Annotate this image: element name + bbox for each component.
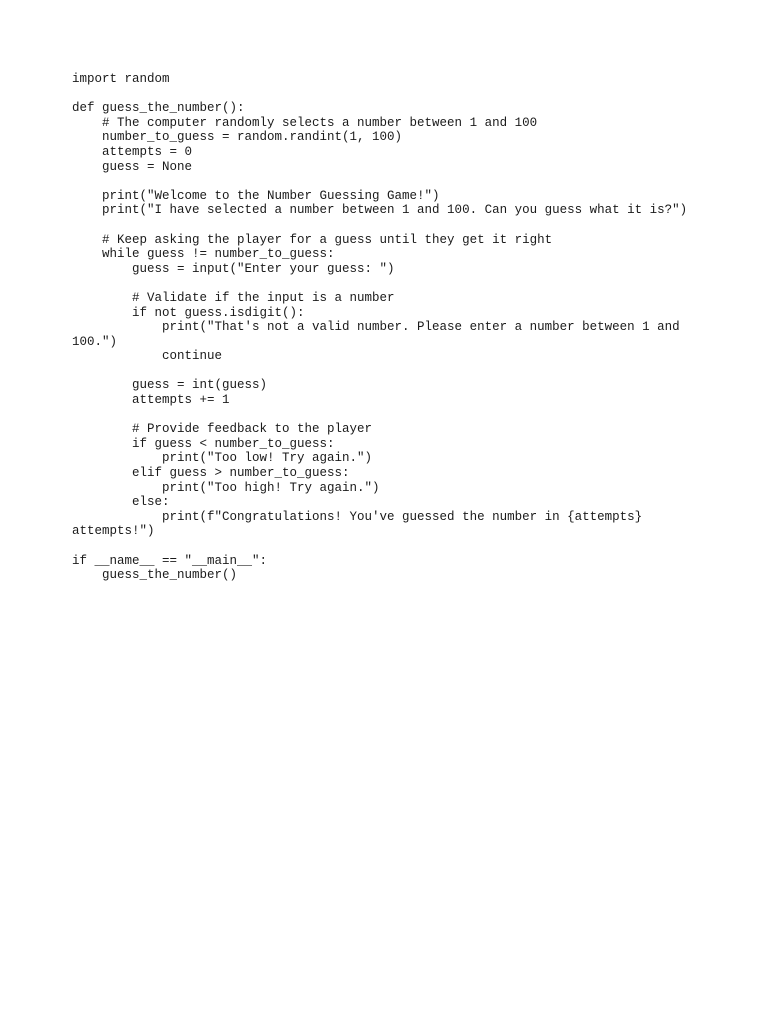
code-line: attempts = 0: [72, 144, 193, 159]
code-line: [72, 218, 696, 233]
code-line: [72, 408, 696, 423]
code-line: while guess != number_to_guess:: [72, 247, 335, 262]
code-line: # The computer randomly selects a number between 1 and 100: [72, 115, 538, 130]
code-line: # Validate if the input is a number: [72, 290, 395, 305]
code-line: [72, 364, 696, 379]
code-block: [72, 72, 696, 583]
code-line: # Provide feedback to the player: [72, 422, 373, 437]
code-line: else:: [72, 495, 170, 510]
code-line: print("Welcome to the Number Guessing Game!"): [72, 188, 440, 203]
code-line: print("I have selected a number between 1 and 100. Can you guess what it is?"): [72, 203, 688, 218]
code-line: if __name__ == "__main__":: [72, 553, 268, 568]
code-line: attempts += 1: [72, 393, 230, 408]
code-line: [72, 174, 696, 189]
code-line: guess = None: [72, 159, 193, 174]
code-line: number_to_guess = random.randint(1, 100): [72, 130, 403, 145]
code-line: print("Too high! Try again."): [72, 480, 380, 495]
code-line: print("That's not a valid number. Please enter a number between 1 and: [72, 320, 680, 335]
code-line: 100."): [72, 334, 118, 349]
code-line: print("Too low! Try again."): [72, 451, 373, 466]
code-line: if guess < number_to_guess:: [72, 436, 335, 451]
code-line: [72, 87, 696, 102]
code-line: continue: [72, 349, 223, 364]
code-line: if not guess.isdigit():: [72, 305, 305, 320]
code-line: guess_the_number(): [72, 568, 238, 583]
code-line: [72, 276, 696, 291]
code-line: def guess_the_number():: [72, 101, 245, 116]
code-line: # Keep asking the player for a guess until they get it right: [72, 232, 553, 247]
code-line: [72, 539, 696, 554]
code-line: elif guess > number_to_guess:: [72, 466, 350, 481]
code-line: import random: [72, 72, 170, 86]
code-line: print(f"Congratulations! You've guessed the number in {attempts}: [72, 509, 643, 524]
code-line: guess = input("Enter your guess: "): [72, 261, 395, 276]
code-line: guess = int(guess): [72, 378, 268, 393]
code-line: attempts!"): [72, 524, 155, 539]
